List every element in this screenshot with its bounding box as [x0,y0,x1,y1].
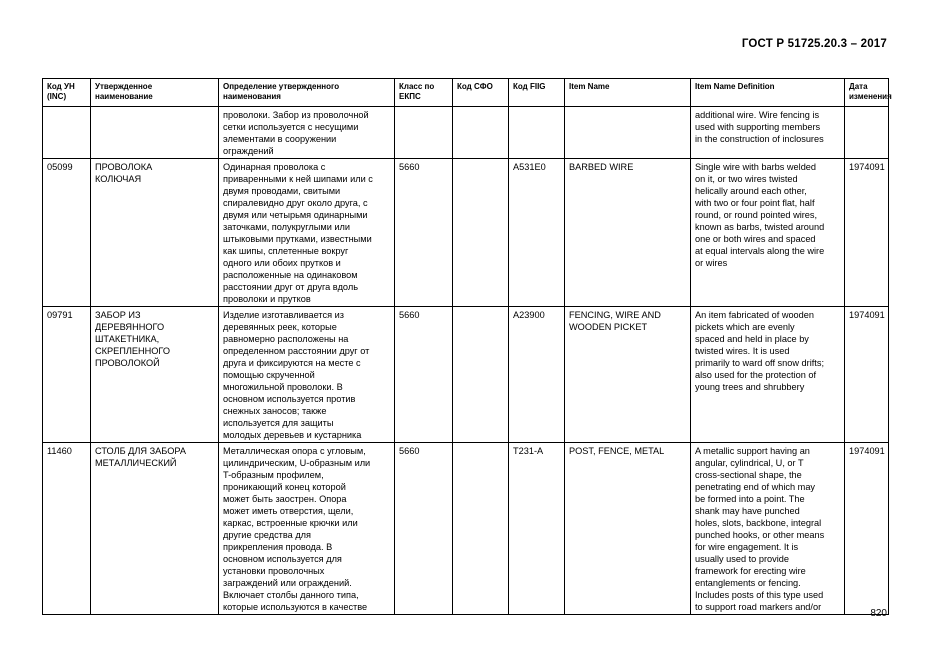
cell-sfo [453,159,509,307]
cell-class: 5660 [395,443,453,615]
cell-item-name: BARBED WIRE [565,159,691,307]
cell-item-definition: additional wire. Wire fencing is used with supporting members in the construction of inclosures [691,107,845,159]
cell-inc [43,107,91,159]
cell-name [91,107,219,159]
header-item-definition: Item Name Definition [691,79,845,107]
cell-name: ЗАБОР ИЗ ДЕРЕВЯННОГО ШТАКЕТНИКА, СКРЕПЛЕННОГО ПРОВОЛОКОЙ [91,307,219,443]
classification-table [42,78,892,615]
table-row [43,307,889,443]
header-ekps-class: Класс по ЕКПС [395,79,453,107]
cell-inc: 11460 [43,443,91,615]
cell-item-definition: An item fabricated of wooden pickets which are evenly spaced and held in place by twisted wires. It is used primarily to ward off snow drifts; also used for the protection of young trees and shrubbery [691,307,845,443]
table-row [43,443,889,615]
cell-name: СТОЛБ ДЛЯ ЗАБОРА МЕТАЛЛИЧЕСКИЙ [91,443,219,615]
cell-item-definition: A metallic support having an angular, cylindrical, U, or T cross-sectional shape, the penetrating end of which may be formed into a point. The shank may have punched holes, slots, backbone, integral punched hooks, or other means for wire engagement. It is usually used to provide framework for erecting wire entanglements or fencing. Includes posts of this type used to support road markers and/or [691,443,845,615]
cell-fiig: T231-A [509,443,565,615]
header-approved-definition: Определение утвержденного наименования [219,79,395,107]
header-inc: Код УН (INC) [43,79,91,107]
standard-header: ГОСТ Р 51725.20.3 – 2017 [741,38,887,50]
cell-fiig: A531E0 [509,159,565,307]
cell-class: 5660 [395,159,453,307]
cell-item-definition: Single wire with barbs welded on it, or two wires twisted helically around each other, with two or four point flat, half round, or round pointed wires, known as barbs, twisted around one or both wires and spaced at equal intervals along the wire or wires [691,159,845,307]
cell-sfo [453,107,509,159]
cell-item-name: POST, FENCE, METAL [565,443,691,615]
cell-definition: Одинарная проволока с приваренными к ней шипами или с двумя проводами, свитыми спиралевидно друг около друга, с двумя или четырьмя одинарными заточками, полукруглыми или штыковыми прутками, известными как шипы, сплетенные вокруг одного или обоих прутков и расположенные на одинаковом расстоянии друг от друга вдоль проволоки и прутков [219,159,395,307]
cell-date [845,107,889,159]
cell-sfo [453,307,509,443]
table-row [43,107,889,159]
cell-inc: 05099 [43,159,91,307]
cell-item-name: FENCING, WIRE AND WOODEN PICKET [565,307,691,443]
cell-inc: 09791 [43,307,91,443]
page-number: 820 [870,608,887,619]
header-change-date: Дата изменения [845,79,889,107]
cell-name: ПРОВОЛОКА КОЛЮЧАЯ [91,159,219,307]
header-approved-name: Утвержденное наименование [91,79,219,107]
cell-fiig [509,107,565,159]
table-row [43,159,889,307]
cell-class: 5660 [395,307,453,443]
header-fiig-code: Код FIIG [509,79,565,107]
cell-item-name [565,107,691,159]
cell-date: 1974091 [845,443,889,615]
cell-definition: Изделие изготавливается из деревянных реек, которые равномерно расположены на определенном расстоянии друг от друга и фиксируются на месте с помощью скрученной многожильной проволоки. В основном используется против снежных заносов; также используется для защиты молодых деревьев и кустарника [219,307,395,443]
cell-date: 1974091 [845,159,889,307]
header-sfo-code: Код СФО [453,79,509,107]
cell-fiig: A23900 [509,307,565,443]
header-item-name: Item Name [565,79,691,107]
cell-sfo [453,443,509,615]
cell-definition: проволоки. Забор из проволочной сетки используется с несущими элементами в сооружении ограждений [219,107,395,159]
header-row [43,79,889,107]
cell-definition: Металлическая опора с угловым, цилиндрическим, U-образным или T-образным профилем, проникающий конец которой может быть заострен. Опора может иметь отверстия, щели, каркас, встроенные крючки или другие средства для прикрепления провода. В основном используется для установки проволочных заграждений или ограждений. Включает столбы данного типа, которые используются в качестве [219,443,395,615]
cell-class [395,107,453,159]
cell-date: 1974091 [845,307,889,443]
